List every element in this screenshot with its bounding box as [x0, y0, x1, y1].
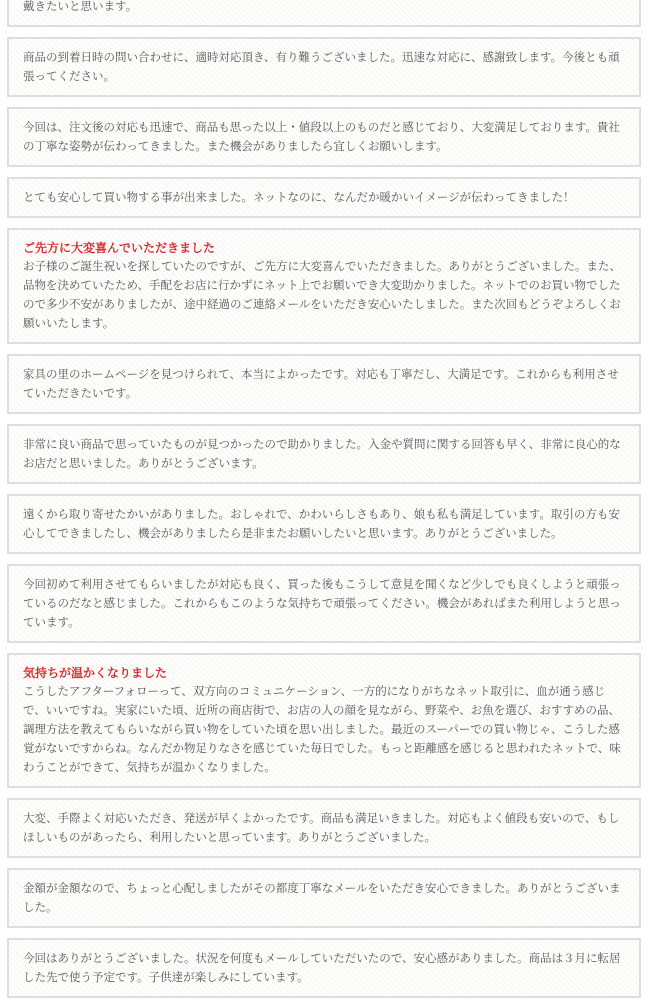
review-card: [7, 228, 641, 344]
review-text: 非常に良い商品で思っていたものが見つかったので助かりました。入金や質問に関する回答も早く、非常に良心的なお店だと思いました。ありがとうございます。: [23, 437, 621, 470]
review-text: お子様のご誕生祝いを探していたのですが、ご先方に大変喜んでいただきました。ありがとうございました。また、品物を決めていたため、手配をお店に行かずにネット上でお願いでき大変助かりました。ネットでのお買い物でしたので多少不安がありましたが、途中経過のご連絡メールをいただき安心いたしました。また次回もどうぞよろしくお願いいたします。: [23, 259, 621, 330]
review-card: [7, 564, 641, 643]
review-text: 遠くから取り寄せたかいがありました。おしゃれで、かわいらしさもあり、娘も私も満足しています。取引の方も安心してできましたし、機会がありましたら是非またお願いしたいと思います。ありがとうございました。: [23, 507, 620, 540]
review-text: 家具の里のホームページを見つけられて、本当によかったです。対応も丁寧だし、大満足です。これからも利用させていただきたいです。: [23, 367, 619, 400]
review-text: 戴きたいと思います。: [23, 0, 138, 13]
review-text: 商品の到着日時の問い合わせに、適時対応頂き、有り難うございました。迅速な対応に、感謝致します。今後とも頑張ってください。: [23, 50, 620, 83]
review-text: 今回はありがとうございました。状況を何度もメールしていただいたので、安心感がありました。商品は３月に転居した先で使う予定です。子供達が楽しみにしています。: [23, 951, 621, 984]
review-card: [7, 354, 641, 414]
review-text: 金額が金額なので、ちょっと心配しましたがその都度丁寧なメールをいただき安心できました。ありがとうございました。: [23, 881, 621, 914]
review-text: こうしたアフターフォローって、双方向のコミュニケーション、一方的になりがちなネット取引に、血が通う感じで、いいですね。実家にいた頃、近所の商店街で、お店の人の顔を見ながら、野菜や、お魚を選び、おすすめの品、調理方法を教えてもらいながら買い物をしていた頃を思い出しました。最近のスーパーでの買い物じゃ、こうした感覚がないですからね。なんだか物足りなさを感じていた毎日でした。もっと距離感を感じると思われたネットで、味わうことができて、気持ちが温かくなりました。: [23, 684, 621, 774]
review-text: とても安心して買い物する事が出来ました。ネットなのに、なんだか暖かいイメージが伝わってきました！: [23, 190, 575, 204]
review-card: [7, 938, 641, 998]
review-title: 気持ちが温かくなりました: [23, 666, 168, 680]
review-text: 大変、手際よく対応いただき、発送が早くよかったです。商品も満足いきました。対応もよく値段も安いので、もしほしいものがあったら、利用したいと思っています。ありがとうございました。: [23, 811, 620, 844]
review-card: [7, 494, 641, 554]
review-card: [7, 653, 641, 788]
review-card: [7, 424, 641, 484]
review-card: [7, 107, 641, 167]
review-text: 今回は、注文後の対応も迅速で、商品も思った以上・値段以上のものだと感じており、大変満足しております。貴社の丁寧な姿勢が伝わってきました。また機会がありましたら宜しくお願いします。: [23, 120, 620, 153]
review-card: [7, 177, 641, 218]
review-list: [7, 0, 641, 1008]
review-card: [7, 798, 641, 858]
review-title: ご先方に大変喜んでいただきました: [23, 241, 216, 255]
review-card: [7, 868, 641, 928]
review-card: [7, 0, 641, 27]
review-text: 今回初めて利用させてもらいましたが対応も良く、買った後もこうして意見を聞くなど少しでも良くしようと頑張っているのだなと感じました。これからもこのような気持ちで頑張ってください。機会があればまた利用しようと思っています。: [23, 577, 621, 629]
review-card: [7, 37, 641, 97]
